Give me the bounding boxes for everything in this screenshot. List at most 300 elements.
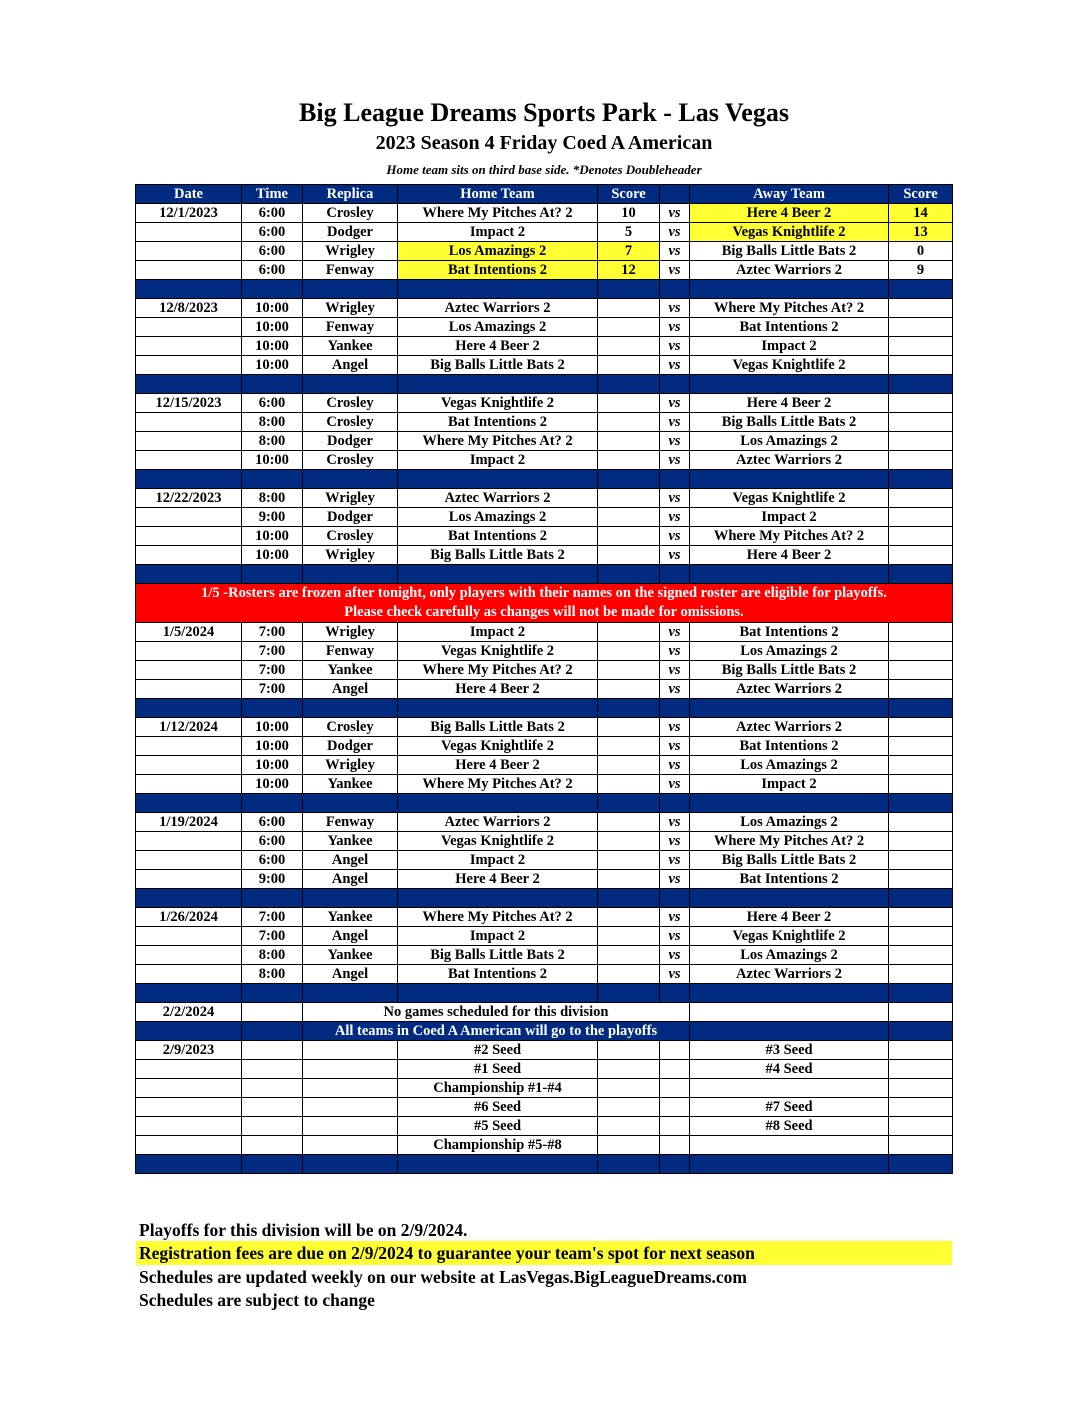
game-field: Wrigley	[303, 299, 398, 318]
game-row	[136, 242, 953, 261]
game-field: Wrigley	[303, 623, 398, 642]
game-row	[136, 832, 953, 851]
home-team: Impact 2	[398, 851, 598, 870]
away-team: Big Balls Little Bats 2	[690, 242, 889, 261]
separator-cell	[303, 375, 398, 394]
home-score	[598, 432, 660, 451]
separator-cell	[136, 699, 242, 718]
separator-cell	[398, 280, 598, 299]
empty-cell	[242, 1003, 303, 1022]
game-time: 10:00	[242, 527, 303, 546]
game-row	[136, 775, 953, 794]
empty-cell	[303, 1041, 398, 1060]
home-score	[598, 737, 660, 756]
separator-cell	[889, 280, 953, 299]
vs-label: vs	[660, 489, 690, 508]
game-time: 8:00	[242, 489, 303, 508]
separator-row	[136, 699, 953, 718]
game-date	[136, 737, 242, 756]
away-score	[889, 718, 953, 737]
away-score	[889, 451, 953, 470]
separator-cell	[136, 375, 242, 394]
footer-line: Registration fees are due on 2/9/2024 to guarantee your team's spot for next season	[136, 1241, 952, 1265]
home-team: Vegas Knightlife 2	[398, 642, 598, 661]
game-date	[136, 661, 242, 680]
vs-label: vs	[660, 851, 690, 870]
home-team: Bat Intentions 2	[398, 261, 598, 280]
vs-label: vs	[660, 527, 690, 546]
game-date: 1/19/2024	[136, 813, 242, 832]
home-score	[598, 356, 660, 375]
vs-label: vs	[660, 508, 690, 527]
empty-cell	[303, 1079, 398, 1098]
away-score	[889, 680, 953, 699]
vs-label: vs	[660, 432, 690, 451]
game-time: 6:00	[242, 261, 303, 280]
separator-cell	[690, 984, 889, 1003]
away-score	[889, 737, 953, 756]
footer-line: Schedules are subject to change	[139, 1290, 375, 1310]
separator-cell	[598, 280, 660, 299]
empty-cell	[660, 1041, 690, 1060]
vs-label: vs	[660, 680, 690, 699]
game-time: 10:00	[242, 337, 303, 356]
home-team: Big Balls Little Bats 2	[398, 718, 598, 737]
separator-cell	[398, 794, 598, 813]
game-date	[136, 356, 242, 375]
away-team: Big Balls Little Bats 2	[690, 661, 889, 680]
game-row	[136, 642, 953, 661]
vs-label: vs	[660, 775, 690, 794]
game-date	[136, 413, 242, 432]
game-date: 12/1/2023	[136, 204, 242, 223]
home-team: Big Balls Little Bats 2	[398, 356, 598, 375]
away-team: Here 4 Beer 2	[690, 908, 889, 927]
away-team: Bat Intentions 2	[690, 870, 889, 889]
game-date	[136, 965, 242, 984]
home-score: 7	[598, 242, 660, 261]
game-field: Angel	[303, 680, 398, 699]
game-row	[136, 394, 953, 413]
separator-cell	[303, 470, 398, 489]
away-team: Here 4 Beer 2	[690, 546, 889, 565]
separator-cell	[398, 470, 598, 489]
game-time: 9:00	[242, 870, 303, 889]
game-date: 1/5/2024	[136, 623, 242, 642]
away-team: Los Amazings 2	[690, 642, 889, 661]
home-team: Here 4 Beer 2	[398, 680, 598, 699]
game-time: 8:00	[242, 965, 303, 984]
vs-label: vs	[660, 813, 690, 832]
separator-cell	[242, 984, 303, 1003]
playoff-banner: All teams in Coed A American will go to the playoffs	[303, 1022, 690, 1041]
vs-label: vs	[660, 870, 690, 889]
playoff-away: #3 Seed	[690, 1041, 889, 1060]
game-date	[136, 451, 242, 470]
home-team: Big Balls Little Bats 2	[398, 546, 598, 565]
home-team: Aztec Warriors 2	[398, 299, 598, 318]
game-field: Crosley	[303, 527, 398, 546]
empty-cell	[889, 1022, 953, 1041]
away-team: Impact 2	[690, 775, 889, 794]
game-time: 6:00	[242, 394, 303, 413]
away-team: Vegas Knightlife 2	[690, 489, 889, 508]
empty-cell	[889, 1041, 953, 1060]
separator-cell	[660, 699, 690, 718]
empty-cell	[303, 1060, 398, 1079]
home-score	[598, 623, 660, 642]
col-date: Date	[136, 185, 242, 204]
home-team: Impact 2	[398, 623, 598, 642]
empty-cell	[889, 1098, 953, 1117]
separator-cell	[598, 889, 660, 908]
game-row	[136, 813, 953, 832]
separator-cell	[690, 794, 889, 813]
game-field: Crosley	[303, 204, 398, 223]
game-row	[136, 356, 953, 375]
game-date	[136, 223, 242, 242]
col-time: Time	[242, 185, 303, 204]
game-field: Dodger	[303, 432, 398, 451]
roster-notice	[136, 584, 953, 623]
home-score: 12	[598, 261, 660, 280]
separator-cell	[242, 565, 303, 584]
home-team: Impact 2	[398, 223, 598, 242]
separator-cell	[598, 1155, 660, 1174]
game-field: Angel	[303, 356, 398, 375]
separator-cell	[660, 375, 690, 394]
separator-cell	[242, 280, 303, 299]
separator-cell	[660, 984, 690, 1003]
empty-cell	[598, 1136, 660, 1155]
home-score	[598, 546, 660, 565]
home-score	[598, 489, 660, 508]
separator-cell	[303, 1155, 398, 1174]
separator-cell	[598, 699, 660, 718]
home-team: Impact 2	[398, 451, 598, 470]
vs-label: vs	[660, 756, 690, 775]
away-team: Vegas Knightlife 2	[690, 927, 889, 946]
home-score	[598, 413, 660, 432]
empty-cell	[889, 1136, 953, 1155]
separator-cell	[690, 375, 889, 394]
away-score	[889, 337, 953, 356]
game-time: 10:00	[242, 356, 303, 375]
separator-cell	[303, 889, 398, 908]
game-field: Angel	[303, 851, 398, 870]
playoff-home: #5 Seed	[398, 1117, 598, 1136]
col-home-team: Home Team	[398, 185, 598, 204]
game-date	[136, 432, 242, 451]
home-score	[598, 908, 660, 927]
game-time: 6:00	[242, 242, 303, 261]
vs-label: vs	[660, 832, 690, 851]
away-score	[889, 756, 953, 775]
away-team: Vegas Knightlife 2	[690, 223, 889, 242]
game-date	[136, 946, 242, 965]
separator-cell	[136, 280, 242, 299]
separator-cell	[660, 470, 690, 489]
home-score	[598, 642, 660, 661]
game-time: 9:00	[242, 508, 303, 527]
game-field: Wrigley	[303, 546, 398, 565]
away-team: Impact 2	[690, 508, 889, 527]
home-score	[598, 394, 660, 413]
separator-cell	[690, 470, 889, 489]
col-replica: Replica	[303, 185, 398, 204]
away-score	[889, 432, 953, 451]
home-team: Vegas Knightlife 2	[398, 394, 598, 413]
separator-cell	[660, 794, 690, 813]
playoff-date	[136, 1117, 242, 1136]
away-team: Aztec Warriors 2	[690, 718, 889, 737]
away-score	[889, 623, 953, 642]
away-team: Where My Pitches At? 2	[690, 832, 889, 851]
separator-cell	[598, 565, 660, 584]
game-row	[136, 204, 953, 223]
game-row	[136, 965, 953, 984]
separator-cell	[889, 794, 953, 813]
vs-label: vs	[660, 965, 690, 984]
separator-cell	[136, 1155, 242, 1174]
empty-cell	[598, 1060, 660, 1079]
separator-cell	[303, 794, 398, 813]
vs-label: vs	[660, 223, 690, 242]
away-team: Where My Pitches At? 2	[690, 527, 889, 546]
vs-label: vs	[660, 718, 690, 737]
home-score	[598, 946, 660, 965]
away-score: 14	[889, 204, 953, 223]
game-date	[136, 832, 242, 851]
away-team: Los Amazings 2	[690, 756, 889, 775]
playoff-date	[136, 1060, 242, 1079]
game-row	[136, 851, 953, 870]
game-field: Yankee	[303, 946, 398, 965]
separator-row	[136, 280, 953, 299]
separator-cell	[660, 1155, 690, 1174]
game-time: 8:00	[242, 413, 303, 432]
away-team: Here 4 Beer 2	[690, 204, 889, 223]
separator-cell	[598, 984, 660, 1003]
vs-label: vs	[660, 394, 690, 413]
game-time: 6:00	[242, 223, 303, 242]
separator-cell	[889, 375, 953, 394]
home-score	[598, 927, 660, 946]
home-team: Bat Intentions 2	[398, 965, 598, 984]
vs-label: vs	[660, 451, 690, 470]
separator-cell	[303, 280, 398, 299]
empty-cell	[598, 1117, 660, 1136]
playoff-away	[690, 1079, 889, 1098]
home-score	[598, 851, 660, 870]
home-score: 10	[598, 204, 660, 223]
vs-label: vs	[660, 261, 690, 280]
no-games-date: 2/2/2024	[136, 1003, 242, 1022]
separator-cell	[889, 699, 953, 718]
game-time: 6:00	[242, 832, 303, 851]
game-row	[136, 508, 953, 527]
separator-cell	[398, 375, 598, 394]
away-team: Where My Pitches At? 2	[690, 299, 889, 318]
empty-cell	[598, 1098, 660, 1117]
game-row	[136, 489, 953, 508]
separator-cell	[136, 889, 242, 908]
home-team: Bat Intentions 2	[398, 527, 598, 546]
separator-row	[136, 470, 953, 489]
empty-cell	[889, 1003, 953, 1022]
home-score	[598, 718, 660, 737]
away-score: 9	[889, 261, 953, 280]
game-time: 10:00	[242, 718, 303, 737]
home-score	[598, 299, 660, 318]
empty-cell	[889, 1079, 953, 1098]
home-score: 5	[598, 223, 660, 242]
schedule-table	[135, 184, 953, 1174]
game-field: Angel	[303, 927, 398, 946]
schedule-body	[136, 204, 953, 1174]
separator-cell	[660, 565, 690, 584]
playoff-date	[136, 1136, 242, 1155]
playoff-home: #1 Seed	[398, 1060, 598, 1079]
home-score	[598, 775, 660, 794]
game-date: 12/22/2023	[136, 489, 242, 508]
separator-cell	[303, 984, 398, 1003]
separator-row	[136, 889, 953, 908]
game-time: 7:00	[242, 908, 303, 927]
game-time: 10:00	[242, 299, 303, 318]
game-field: Dodger	[303, 508, 398, 527]
game-date	[136, 318, 242, 337]
game-time: 10:00	[242, 737, 303, 756]
game-date	[136, 337, 242, 356]
game-row	[136, 337, 953, 356]
vs-label: vs	[660, 927, 690, 946]
game-field: Yankee	[303, 908, 398, 927]
home-score	[598, 813, 660, 832]
no-games-row	[136, 1003, 953, 1022]
home-score	[598, 832, 660, 851]
vs-label: vs	[660, 623, 690, 642]
away-team: Aztec Warriors 2	[690, 680, 889, 699]
game-field: Wrigley	[303, 242, 398, 261]
playoff-home: #2 Seed	[398, 1041, 598, 1060]
playoff-row	[136, 1117, 953, 1136]
game-row	[136, 223, 953, 242]
game-field: Fenway	[303, 642, 398, 661]
page-title: Big League Dreams Sports Park - Las Vegas	[299, 98, 789, 127]
separator-cell	[889, 889, 953, 908]
empty-cell	[889, 1060, 953, 1079]
home-score	[598, 337, 660, 356]
separator-cell	[242, 1155, 303, 1174]
game-field: Crosley	[303, 394, 398, 413]
home-team: Where My Pitches At? 2	[398, 204, 598, 223]
game-row	[136, 451, 953, 470]
playoff-row	[136, 1041, 953, 1060]
empty-cell	[660, 1117, 690, 1136]
away-team: Bat Intentions 2	[690, 318, 889, 337]
game-date	[136, 527, 242, 546]
home-score	[598, 451, 660, 470]
game-time: 7:00	[242, 680, 303, 699]
game-date	[136, 642, 242, 661]
game-row	[136, 432, 953, 451]
separator-cell	[598, 794, 660, 813]
home-team: Big Balls Little Bats 2	[398, 946, 598, 965]
playoff-away: #8 Seed	[690, 1117, 889, 1136]
empty-cell	[242, 1098, 303, 1117]
separator-cell	[889, 470, 953, 489]
home-score	[598, 527, 660, 546]
separator-cell	[242, 470, 303, 489]
playoff-away	[690, 1136, 889, 1155]
home-team: Here 4 Beer 2	[398, 756, 598, 775]
game-row	[136, 946, 953, 965]
empty-cell	[660, 1098, 690, 1117]
away-score	[889, 661, 953, 680]
game-time: 7:00	[242, 661, 303, 680]
vs-label: vs	[660, 946, 690, 965]
vs-label: vs	[660, 546, 690, 565]
separator-row	[136, 375, 953, 394]
home-score	[598, 756, 660, 775]
playoff-row	[136, 1098, 953, 1117]
game-field: Angel	[303, 870, 398, 889]
page-subtitle: 2023 Season 4 Friday Coed A American	[375, 132, 713, 154]
game-date	[136, 851, 242, 870]
game-time: 8:00	[242, 946, 303, 965]
game-field: Yankee	[303, 337, 398, 356]
separator-cell	[889, 984, 953, 1003]
home-score	[598, 661, 660, 680]
game-field: Yankee	[303, 832, 398, 851]
vs-label: vs	[660, 242, 690, 261]
game-field: Angel	[303, 965, 398, 984]
header-row	[136, 185, 953, 204]
home-score	[598, 508, 660, 527]
game-time: 10:00	[242, 546, 303, 565]
separator-cell	[660, 889, 690, 908]
footer-line: Schedules are updated weekly on our website at LasVegas.BigLeagueDreams.com	[139, 1267, 747, 1287]
home-team: Here 4 Beer 2	[398, 337, 598, 356]
separator-row	[136, 565, 953, 584]
separator-cell	[398, 984, 598, 1003]
col-home-score: Score	[598, 185, 660, 204]
away-team: Los Amazings 2	[690, 432, 889, 451]
playoff-home: Championship #5-#8	[398, 1136, 598, 1155]
separator-row	[136, 984, 953, 1003]
separator-cell	[242, 699, 303, 718]
home-team: Aztec Warriors 2	[398, 489, 598, 508]
game-row	[136, 318, 953, 337]
away-score	[889, 318, 953, 337]
separator-cell	[398, 699, 598, 718]
game-field: Fenway	[303, 813, 398, 832]
game-date	[136, 775, 242, 794]
game-field: Dodger	[303, 737, 398, 756]
away-score	[889, 299, 953, 318]
away-team: Bat Intentions 2	[690, 623, 889, 642]
game-time: 10:00	[242, 318, 303, 337]
game-row	[136, 546, 953, 565]
home-team: Vegas Knightlife 2	[398, 832, 598, 851]
away-team: Big Balls Little Bats 2	[690, 851, 889, 870]
game-row	[136, 870, 953, 889]
empty-cell	[242, 1060, 303, 1079]
empty-cell	[889, 1117, 953, 1136]
game-date	[136, 242, 242, 261]
away-team: Aztec Warriors 2	[690, 261, 889, 280]
